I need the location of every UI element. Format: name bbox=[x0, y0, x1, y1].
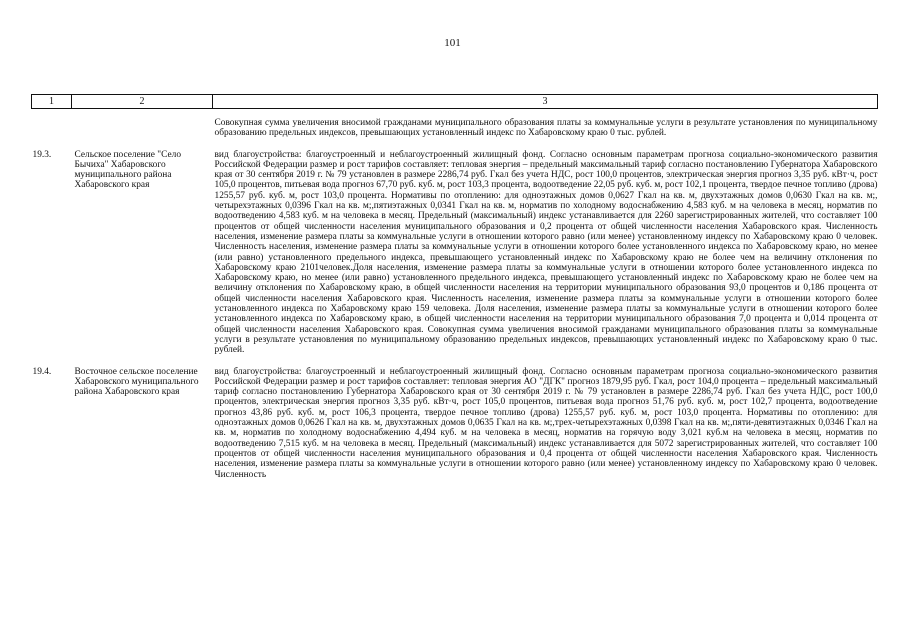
continuation-text: Совокупная сумма увеличения вносимой гражданами муниципального образования платы за коммунальные услуги в результате установления по муниципальному образованию предельных индексов, превышающих установленный индекс по Хабаровскому краю 0 тыс. рублей. bbox=[214, 118, 878, 139]
row-number: 19.4. bbox=[32, 366, 52, 377]
column-header-2: 2 bbox=[72, 95, 213, 109]
table-row-continuation bbox=[32, 118, 878, 139]
municipality-name: Сельское поселение "Село Бычиха" Хабаровского муниципального района Хабаровского края bbox=[74, 149, 182, 191]
table-header-row bbox=[32, 95, 878, 109]
column-header-1: 1 bbox=[32, 95, 72, 109]
table-row bbox=[32, 367, 878, 480]
row-description: вид благоустройства: благоустроенный и неблагоустроенный жилищный фонд. Согласно основным параметрам прогноза социально-экономического развития Российской Федерации размер и рост тарифов составляет: тепловая энергия – предельный максимальный тариф согласно постановлению Губернатора Хабаровского края от 30 сентября 2019 г. № 79 установлен в размере 2286,74 руб. Гкал без учета НДС, рост 100,0 процентов, электрическая энергия прогноз 3,35 руб. кВт·ч, рост 105,0 процентов, питьевая вода прогноз 67,70 руб. куб. м, рост 103,3 процента, водоотведение 22,05 руб. куб. м, рост 102,1 процента, твердое печное топливо (дрова) 1255,57 руб. куб. м, рост 103,0 процента. Нормативы по отоплению: для одноэтажных домов 0,0627 Гкал на кв. м, двухэтажных домов 0,0630 Гкал на кв. м;, четырехэтажных 0,0396 Гкал на кв. м;,пятиэтажных 0,0341 Гкал на кв. м, норматив по холодному водоснабжению 4,583 куб. м на человека в месяц, норматив по водоотведению 4,583 куб. м на человека в месяц. Предельный (максимальный) индекс устанавливается для 2260 зарегистрированных жителей, что составляет 100 процентов от общей численности населения муниципального образования и 0,2 процента от общей численности населения Хабаровского края. Численность населения, изменение размера платы за коммунальные услуги в отношении которого равно (или менее) установленному индексу по Хабаровскому краю 0 человек. Численность населения, изменение размера платы за коммунальные услуги в отношении которого более установленного индекса по Хабаровскому краю, но менее (или равно) установленного предельного индекса, превышающего установленный индекс по Хабаровскому краю не более чем на величину отклонения по Хабаровскому краю 2101человек.Доля населения, изменение размера платы за коммунальные услуги в отношении которого более установленного индекса по Хабаровскому краю, но менее (или равно) установленного предельного индекса, превышающего установленный индекс по Хабаровскому краю не более чем на величину отклонения по Хабаровскому краю, в общей численности населения на территории муниципального образования 93,0 процентов и 0,186 процента от общей численности населения Хабаровского края. Численность населения, изменение размера платы за коммунальные услуги в отношении которого более установленного индекса по Хабаровскому краю 159 человека. Доля населения, изменение размера платы за коммунальные услуги в отношении которого более установленного индекса по Хабаровскому краю, в общей численности населения на территории муниципального образования 7,0 процента и 0,014 процента от общей численности населения Хабаровского края. Совокупная сумма увеличения вносимой гражданами муниципального образования платы за коммунальные услуги в результате установления по муниципальному образованию предельных индексов, превышающих установленный индекс по Хабаровскому краю 0 тыс. рублей. bbox=[214, 149, 878, 356]
tariff-table bbox=[31, 94, 878, 480]
row-number: 19.3. bbox=[32, 149, 52, 160]
page-number: 101 bbox=[444, 37, 461, 49]
column-header-3: 3 bbox=[213, 95, 878, 109]
row-description: вид благоустройства: благоустроенный и неблагоустроенный жилищный фонд. Согласно основным параметрам прогноза социально-экономического развития Российской Федерации размер и рост тарифов составляет: тепловая энергия АО "ДГК" прогноз 1879,95 руб. Гкал, рост 104,0 процента – предельный максимальный тариф согласно постановлению Губернатора Хабаровского края от 30 сентября 2019 г. № 79 установлен в размере 2286,74 руб. Гкал без учета НДС, рост 100,0 процентов, электрическая энергия прогноз 3,35 руб. кВт·ч, рост 105,0 процентов, питьевая вода прогноз 51,76 руб. куб. м, рост 102,7 процента, водоотведение прогноз 43,86 руб. куб. м, рост 106,3 процента, твердое печное топливо (дрова) 1255,57 руб. куб. м, рост 103,0 процента. Нормативы по отоплению: для одноэтажных домов 0,0626 Гкал на кв. м, двухэтажных домов 0,0635 Гкал на кв. м;,трех-четырехэтажных 0,0398 Гкал на кв. м;,пяти-девятиэтажных 0,0346 Гкал на кв. м, норматив по холодному водоснабжению 4,494 куб. м на человека в месяц, норматив на горячую воду 3,021 куб.м на человека в месяц, норматив по водоотведению 7,515 куб. м на человека в месяц. Предельный (максимальный) индекс устанавливается для 5072 зарегистрированных жителей, что составляет 100 процентов от общей численности населения муниципального образования и 0,4 процента от общей численности населения Хабаровского края. Численность населения, изменение размера платы за коммунальные услуги в отношении которого равно (или менее) установленному индексу по Хабаровскому краю 0 человек. Численность bbox=[214, 366, 878, 480]
municipality-name: Восточное сельское поселение Хабаровского муниципального района Хабаровского края bbox=[74, 366, 199, 398]
table-row bbox=[32, 150, 878, 356]
